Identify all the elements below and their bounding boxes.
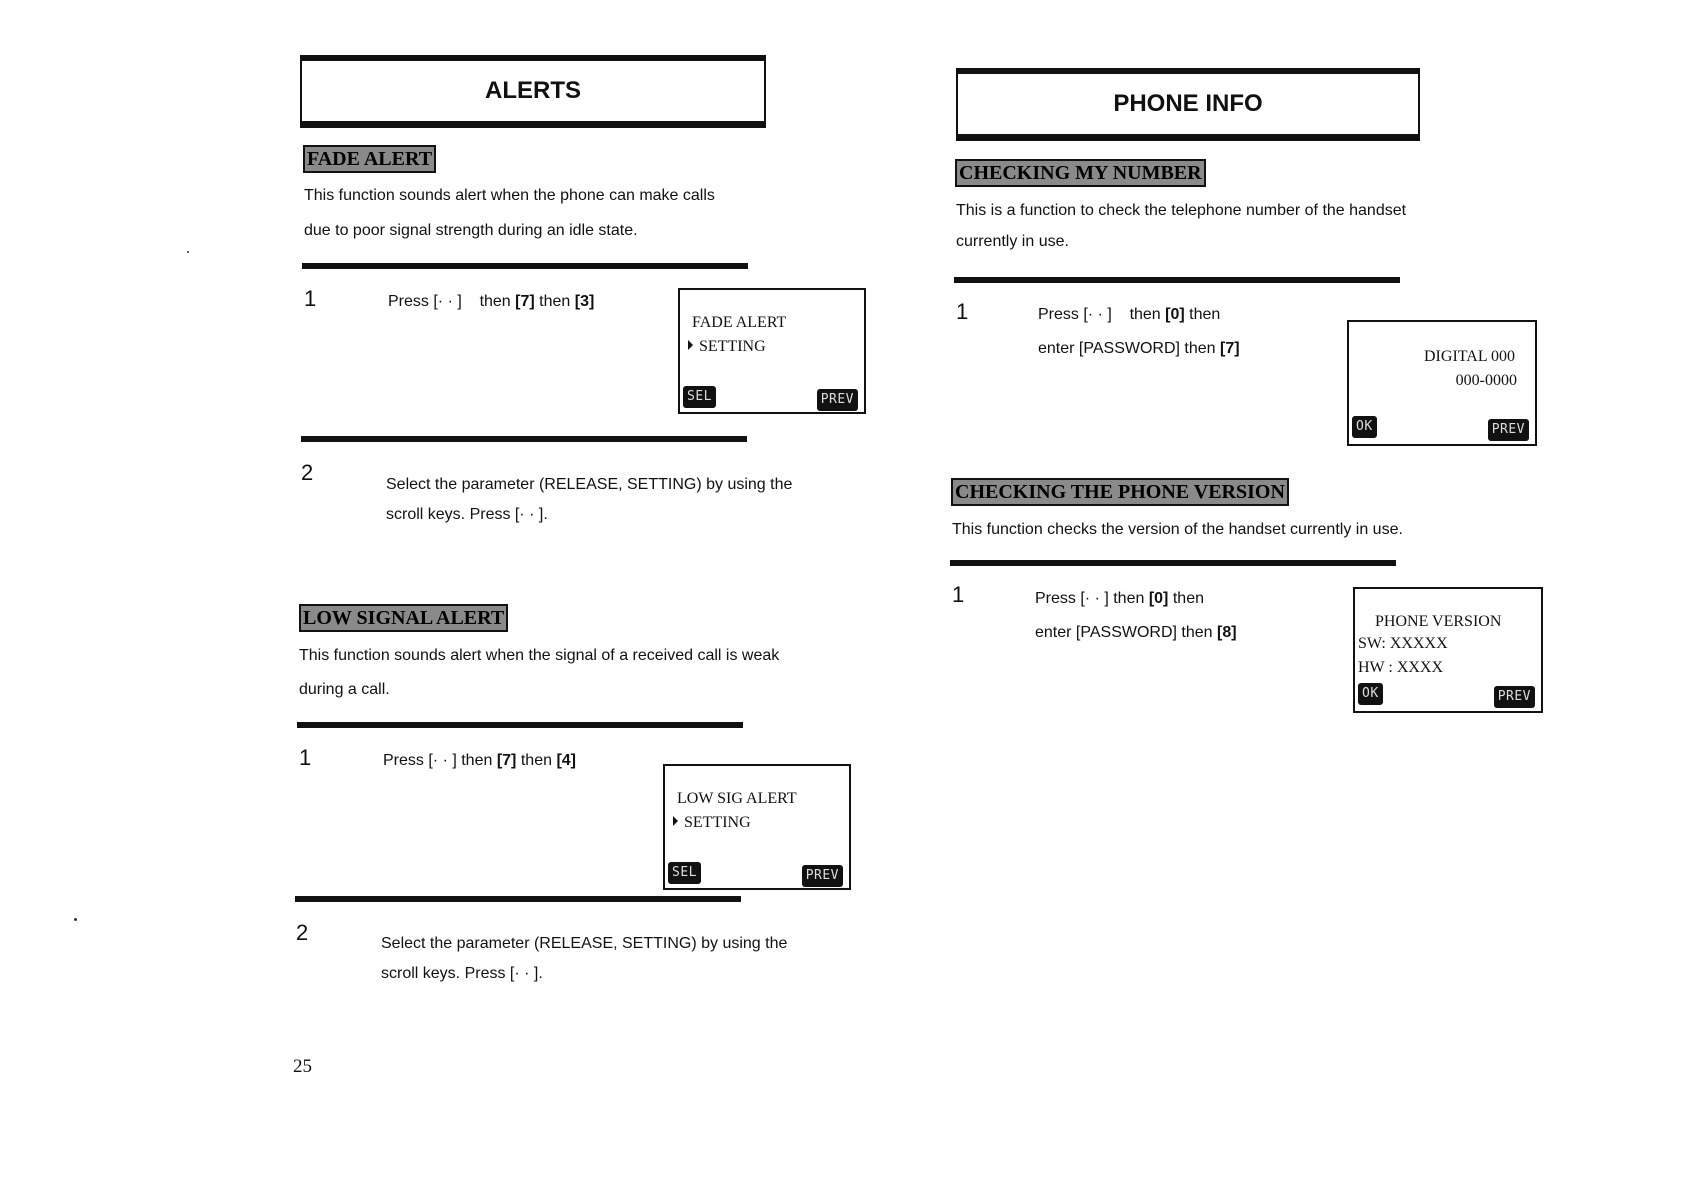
step-instruction: enter [PASSWORD] then [7] (1038, 340, 1240, 357)
prev-softkey: PREV (1494, 686, 1535, 708)
step-number: 2 (301, 460, 314, 485)
low-signal-alert-heading: LOW SIGNAL ALERT (299, 604, 508, 632)
pointer-icon (673, 816, 678, 826)
fade-alert-heading: FADE ALERT (303, 145, 436, 173)
fade-alert-desc-1: This function sounds alert when the phone can make calls (304, 187, 715, 204)
alerts-title: ALERTS (485, 77, 581, 104)
lcd-line-2: SETTING (688, 338, 766, 356)
divider (301, 436, 747, 442)
checking-version-desc: This function checks the version of the handset currently in use. (952, 521, 1403, 538)
phone-info-title: PHONE INFO (1113, 90, 1263, 117)
lcd-line-1: PHONE VERSION (1375, 613, 1502, 630)
step-number: 1 (304, 286, 317, 311)
divider (295, 896, 741, 902)
lcd-screen-phone-version (1353, 587, 1543, 713)
prev-softkey: PREV (817, 389, 858, 411)
divider (297, 722, 743, 728)
step-instruction: enter [PASSWORD] then [8] (1035, 624, 1237, 641)
lcd-line-1: LOW SIG ALERT (677, 790, 797, 807)
lcd-screen-my-number (1347, 320, 1537, 446)
checking-number-desc-1: This is a function to check the telephone number of the handset (956, 202, 1407, 219)
prev-softkey: PREV (1488, 419, 1529, 441)
checking-version-heading: CHECKING THE PHONE VERSION (951, 478, 1289, 506)
checking-number-desc-2: currently in use. (956, 233, 1069, 250)
page-number: 25 (293, 1056, 312, 1077)
lcd-line-3: HW : XXXX (1358, 659, 1444, 676)
lcd-line-2: SW: XXXXX (1358, 635, 1448, 652)
step-number: 1 (956, 299, 969, 324)
step-instruction: Press [· · ] then [0] then (1035, 590, 1204, 607)
step-instruction: Select the parameter (RELEASE, SETTING) by using the (386, 476, 793, 493)
scan-dot (187, 251, 189, 253)
low-signal-desc-2: during a call. (299, 681, 390, 698)
step-instruction: Press [· · ] then [0] then (1038, 306, 1221, 323)
ok-softkey: OK (1352, 416, 1377, 438)
step-instruction: scroll keys. Press [· · ]. (381, 965, 543, 982)
title-bottom-bar (300, 123, 766, 128)
step-instruction: Press [· · ] then [7] then [4] (383, 752, 576, 769)
fade-alert-desc-2: due to poor signal strength during an idle state. (304, 222, 638, 239)
lcd-line-1: FADE ALERT (692, 314, 787, 331)
phone-info-title-box (956, 72, 1420, 136)
pointer-icon (688, 340, 693, 350)
lcd-line-1: DIGITAL 000 (1424, 348, 1515, 365)
checking-number-heading: CHECKING MY NUMBER (955, 159, 1206, 187)
divider (950, 560, 1396, 566)
lcd-line-2: SETTING (673, 814, 751, 832)
step-number: 2 (296, 920, 309, 945)
ok-softkey: OK (1358, 683, 1383, 705)
title-top-bar (300, 55, 766, 59)
divider (302, 263, 748, 269)
divider (954, 277, 1400, 283)
step-instruction: scroll keys. Press [· · ]. (386, 506, 548, 523)
step-instruction: Select the parameter (RELEASE, SETTING) by using the (381, 935, 788, 952)
step-number: 1 (299, 745, 312, 770)
sel-softkey: SEL (683, 386, 716, 408)
lcd-line-2: 000-0000 (1455, 372, 1517, 389)
low-signal-desc-1: This function sounds alert when the signal of a received call is weak (299, 647, 780, 664)
step-number: 1 (952, 582, 965, 607)
lcd-screen-fade-alert (678, 288, 866, 414)
scan-dot (74, 918, 77, 921)
sel-softkey: SEL (668, 862, 701, 884)
title-top-bar (956, 68, 1420, 72)
title-bottom-bar (956, 136, 1420, 141)
prev-softkey: PREV (802, 865, 843, 887)
lcd-screen-low-signal (663, 764, 851, 890)
step-instruction: Press [· · ] then [7] then [3] (388, 293, 595, 310)
alerts-title-box (300, 59, 766, 123)
